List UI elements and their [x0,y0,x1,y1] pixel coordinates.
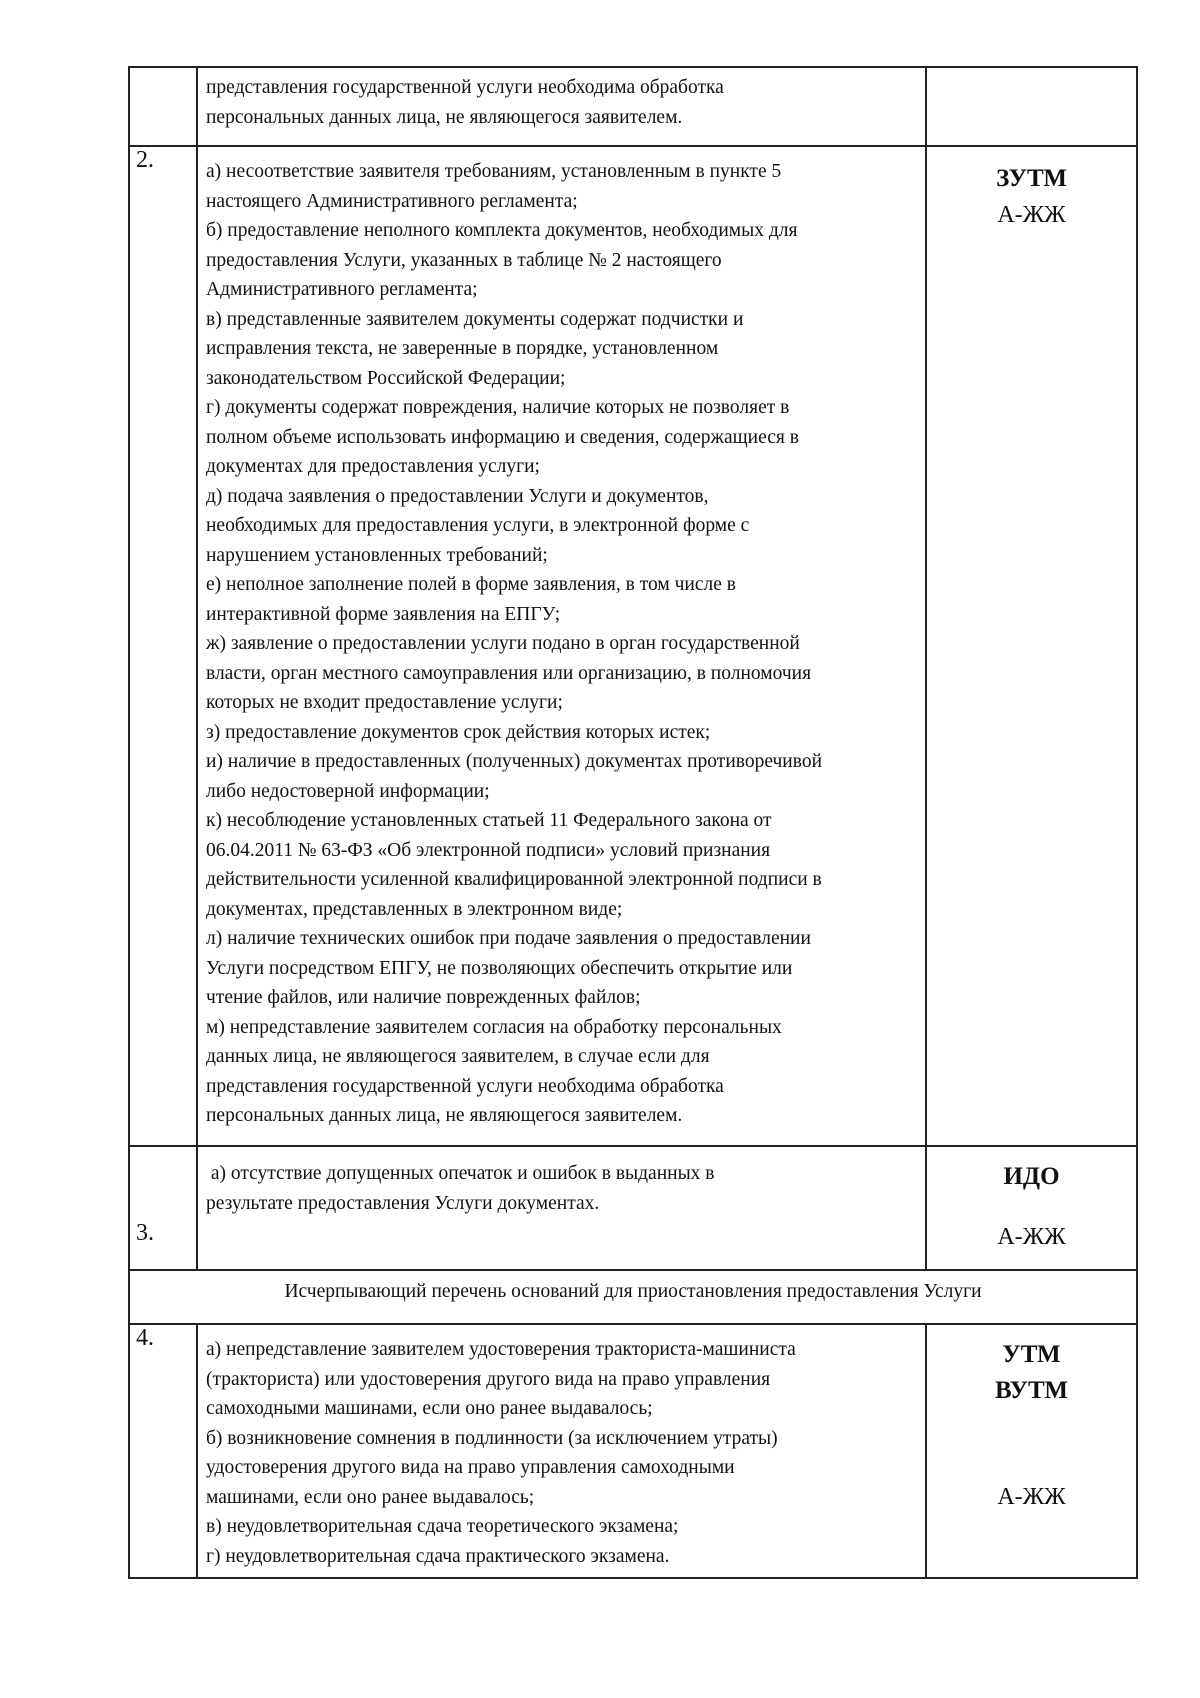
text-line: которых не входит предоставление услуги; [206,692,563,713]
text-line: чтение файлов, или наличие поврежденных файлов; [206,987,641,1008]
text-line: ж) заявление о предоставлении услуги подано в орган государственной [206,633,800,654]
text-line: самоходными машинами, если оно ранее выдавалось; [206,1398,653,1419]
text-line: Административного регламента; [206,279,478,300]
text-line: д) подача заявления о предоставлении Услуги и документов, [206,485,709,507]
code-a-zhzh: А-ЖЖ [997,1224,1066,1250]
text-line: б) предоставление неполного комплекта документов, необходимых для [206,220,798,241]
code-vutm: ВУТМ [995,1377,1068,1404]
code-a-zhzh: А-ЖЖ [997,202,1066,228]
text-line: машинами, если оно ранее выдавалось; [206,1486,535,1508]
text-line: законодательством Российской Федерации; [206,367,566,389]
text-line: и) наличие в предоставленных (полученных) документах противоречивой [206,751,823,772]
row-number-cell [129,1146,197,1270]
row-number-cell [129,146,197,1146]
document-table [128,66,1138,1579]
row-code-cell [926,67,1137,146]
text-line: Услуги посредством ЕПГУ, не позволяющих обеспечить открытие или [206,957,793,979]
row-number: 4. [136,1325,154,1351]
text-line: м) непредставление заявителем согласия на обработку персональных [206,1016,782,1038]
row-number: 3. [136,1220,154,1246]
text-line: (тракториста) или удостоверения другого вида на право управления [206,1368,771,1390]
row-text-cell [197,1324,926,1578]
text-line: власти, орган местного самоуправления или организацию, в полномочия [206,662,812,684]
row-text-cell [197,146,926,1146]
code-utm: УТМ [1002,1341,1061,1368]
text-line: интерактивной форме заявления на ЕПГУ; [206,603,561,625]
text-line: л) наличие технических ошибок при подаче заявления о предоставлении [206,928,811,949]
text-line: г) неудовлетворительная сдача практического экзамена. [206,1545,670,1567]
text-line: в) неудовлетворительная сдача теоретического экзамена; [206,1516,679,1537]
text-line: данных лица, не являющегося заявителем, в случае если для [206,1046,710,1067]
text-line: либо недостоверной информации; [206,780,490,802]
text-line: в) представленные заявителем документы содержат подчистки и [206,308,744,330]
section-heading: Исчерпывающий перечень оснований для приостановления предоставления Услуги [129,1270,1137,1324]
text-line: документах, представленных в электронном виде; [206,898,623,920]
text-line: действительности усиленной квалифицированной электронной подписи в [206,869,822,890]
text-line: к) несоблюдение установленных статьей 11 Федерального закона от [206,810,772,831]
text-line: е) неполное заполнение полей в форме заявления, в том числе в [206,574,736,595]
text-line: г) документы содержат повреждения, наличие которых не позволяет в [206,397,790,418]
text-line: настоящего Административного регламента; [206,190,578,212]
row-text-cell [197,67,926,146]
text-line: нарушением установленных требований; [206,544,548,566]
row-code-cell [926,1324,1137,1578]
text-line: документах для предоставления услуги; [206,456,540,477]
text-line: удостоверения другого вида на право управления самоходными [206,1457,735,1478]
text-line: б) возникновение сомнения в подлинности (за исключением утраты) [206,1427,778,1449]
text-line: исправления текста, не заверенные в порядке, установленном [206,338,719,359]
row-text-cell [197,1146,926,1270]
text-line: з) предоставление документов срок действия которых истек; [206,721,711,743]
text-line: 06.04.2011 № 63-ФЗ «Об электронной подписи» условий признания [206,839,771,861]
code-a-zhzh: А-ЖЖ [997,1484,1066,1510]
table-row-4 [129,1324,1137,1578]
text-line: результате предоставления Услуги документах. [206,1192,600,1214]
row-number: 2. [136,147,154,173]
table-row-3 [129,1146,1137,1270]
text-line: необходимых для предоставления услуги, в электронной форме с [206,515,750,536]
text-line: представления государственной услуги необходима обработка [206,77,724,98]
text-line: персональных данных лица, не являющегося заявителем. [206,106,683,128]
text-line: а) непредставление заявителем удостоверения тракториста-машиниста [206,1339,796,1360]
row-code-cell [926,1146,1137,1270]
text-line: персональных данных лица, не являющегося заявителем. [206,1105,683,1126]
row-code-cell [926,146,1137,1146]
text-line: а) несоответствие заявителя требованиям, установленным в пункте 5 [206,161,782,182]
section-heading-row [129,1270,1137,1324]
row-number-cell [129,1324,197,1578]
code-zutm: ЗУТМ [996,165,1067,192]
text-line: а) отсутствие допущенных опечаток и ошибок в выданных в [206,1163,715,1184]
text-line: предоставления Услуги, указанных в таблице № 2 настоящего [206,249,722,271]
code-ido: ИДО [1003,1163,1060,1190]
row-number-cell [129,67,197,146]
text-line: представления государственной услуги необходима обработка [206,1075,724,1097]
text-line: полном объеме использовать информацию и сведения, содержащиеся в [206,426,799,448]
table-row-2 [129,146,1137,1146]
table-row-continuation [129,67,1137,146]
